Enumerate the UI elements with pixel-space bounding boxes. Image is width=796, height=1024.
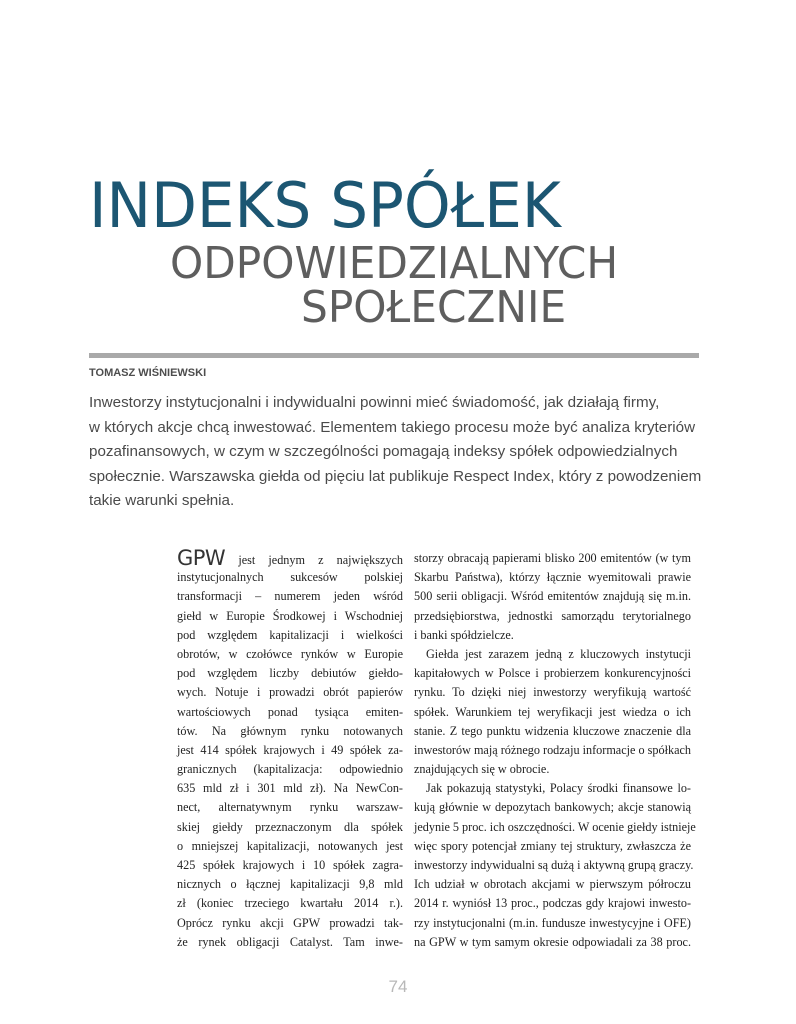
page-number: 74 [388, 977, 408, 996]
body-line: 425 spółek krajowych i 10 spółek zagra- [177, 858, 403, 872]
lead-line: Inwestorzy instytucjonalni i indywidualni powinni mieć świadomość, jak działają firmy, [89, 394, 660, 411]
lead-line: w których akcje chcą inwestować. Elementem takiego procesu może być analiza kryteriów [89, 418, 696, 436]
body-line: Giełda jest zarazem jedną z kluczowych instytucji [426, 646, 691, 661]
body-line: na GPW w tym samym okresie odpowiadali za 38 proc. [414, 934, 691, 949]
body-line: o mniejszej kapitalizacji, notowanych jest [177, 838, 403, 853]
body-line: stanie. Z tego punktu widzenia kluczowe znaczenie dla [414, 723, 691, 738]
body-line: 2014 r. wyniósł 13 proc., podczas gdy krajowi inwesto- [414, 896, 691, 911]
title-divider [89, 353, 699, 358]
title-line-1: INDEKS SPÓŁEK [89, 169, 561, 242]
body-column-right [414, 549, 696, 952]
body-line: tów. Na głównym rynku notowanych [177, 723, 403, 738]
body-line: pod względem kapitalizacji i wielkości [177, 627, 403, 642]
body-line: nicznych o łącznej kapitalizacji 9,8 mld [177, 877, 403, 892]
body-line: przedsiębiorstwa, jednostki samorządu terytorialnego [414, 608, 691, 623]
lead-paragraph [89, 391, 709, 514]
body-line: inwestorów mają różnego rodzaju informacje o spółkach [414, 742, 691, 757]
body-paragraph [414, 779, 696, 952]
body-line: że rynek obligacji Catalyst. Tam inwe- [177, 934, 403, 949]
body-line: spółek. Warunkiem tej weryfikacji jest wiedza o ich [414, 704, 691, 719]
body-line: granicznych (kapitalizacja: odpowiednio [177, 762, 403, 777]
lead-line: społecznie. Warszawska giełda od pięciu lat publikuje Respect Index, który z powodzeniem [89, 467, 702, 485]
body-line: Skarbu Państwa), którzy łącznie wyemitowali prawie [414, 570, 691, 585]
title-line-2: ODPOWIEDZIALNYCH [170, 238, 619, 289]
body-line: nect, alternatywnym rynku warszaw- [177, 800, 403, 815]
body-line: Oprócz rynku akcji GPW prowadzi tak- [177, 915, 403, 930]
body-line: pod względem liczby debiutów giełdo- [177, 666, 403, 681]
body-line: jest 414 spółek krajowych i 49 spółek za- [177, 742, 403, 757]
body-line: instytucjonalnych sukcesów polskiej [177, 570, 403, 585]
lead-line: takie warunki spełnia. [89, 492, 235, 509]
author-byline: TOMASZ WIŚNIEWSKI [89, 367, 207, 379]
body-line: wych. Notuje i prowadzi obrót papierów [177, 685, 403, 700]
body-line: kują głównie w depozytach bankowych; akcje stanowią [414, 800, 691, 815]
body-line: storzy obracają papierami blisko 200 emitentów (w tym [414, 551, 691, 565]
body-line: skiej giełdy przeznaczonym dla spółek [177, 819, 403, 834]
body-line: giełd w Europie Środkowej i Wschodniej [177, 608, 403, 623]
title-line-3: SPOŁECZNIE [301, 282, 567, 333]
body-lines [177, 568, 403, 952]
body-line-text: jest jednym z największych [225, 553, 403, 567]
body-line: 500 serii obligacji. Wśród emitentów znajdują się m.in. [414, 589, 691, 604]
dropcap: GPW [177, 546, 226, 570]
body-line: transformacji – numerem jeden wśród [177, 589, 403, 604]
body-line: Jak pokazują statystyki, Polacy środki finansowe lo- [426, 781, 691, 796]
body-line: znajdujących się w obrocie. [414, 762, 550, 777]
body-line: wartościowych ponad tysiąca emiten- [177, 704, 403, 719]
body-line: i banki spółdzielcze. [414, 627, 514, 642]
body-line: kapitałowych w Polsce i probierzem konkurencyjności [414, 666, 691, 681]
body-line: więc spory potencjał zmiany tej struktury, zwłaszcza że [414, 838, 691, 853]
body-line: inwestorzy indywidualni są dużą i aktywną grupą graczy. [414, 858, 694, 872]
body-column-left [177, 546, 403, 952]
body-paragraph [414, 645, 691, 779]
body-line: Ich udział w obrotach akcjami w pierwszym półroczu [414, 877, 691, 892]
body-line: zł (koniec trzeciego kwartału 2014 r.). [177, 896, 403, 911]
body-line: jedynie 5 proc. ich oszczędności. W ocenie giełdy istnieje [414, 819, 696, 834]
body-line [177, 546, 403, 570]
body-paragraph [414, 549, 691, 645]
lead-line: pozafinansowych, w czym w szczególności pomagają indeksy spółek odpowiedzialnych [89, 443, 678, 460]
body-line: rzy instytucjonalni (m.in. fundusze inwestycyjne i OFE) [414, 915, 691, 930]
body-line: rynku. To dzięki niej inwestorzy weryfikują wartość [414, 685, 691, 700]
body-line: 635 mld zł i 301 mld zł). Na NewCon- [177, 781, 403, 796]
body-line: obrotów, w czołówce rynków w Europie [177, 646, 403, 661]
